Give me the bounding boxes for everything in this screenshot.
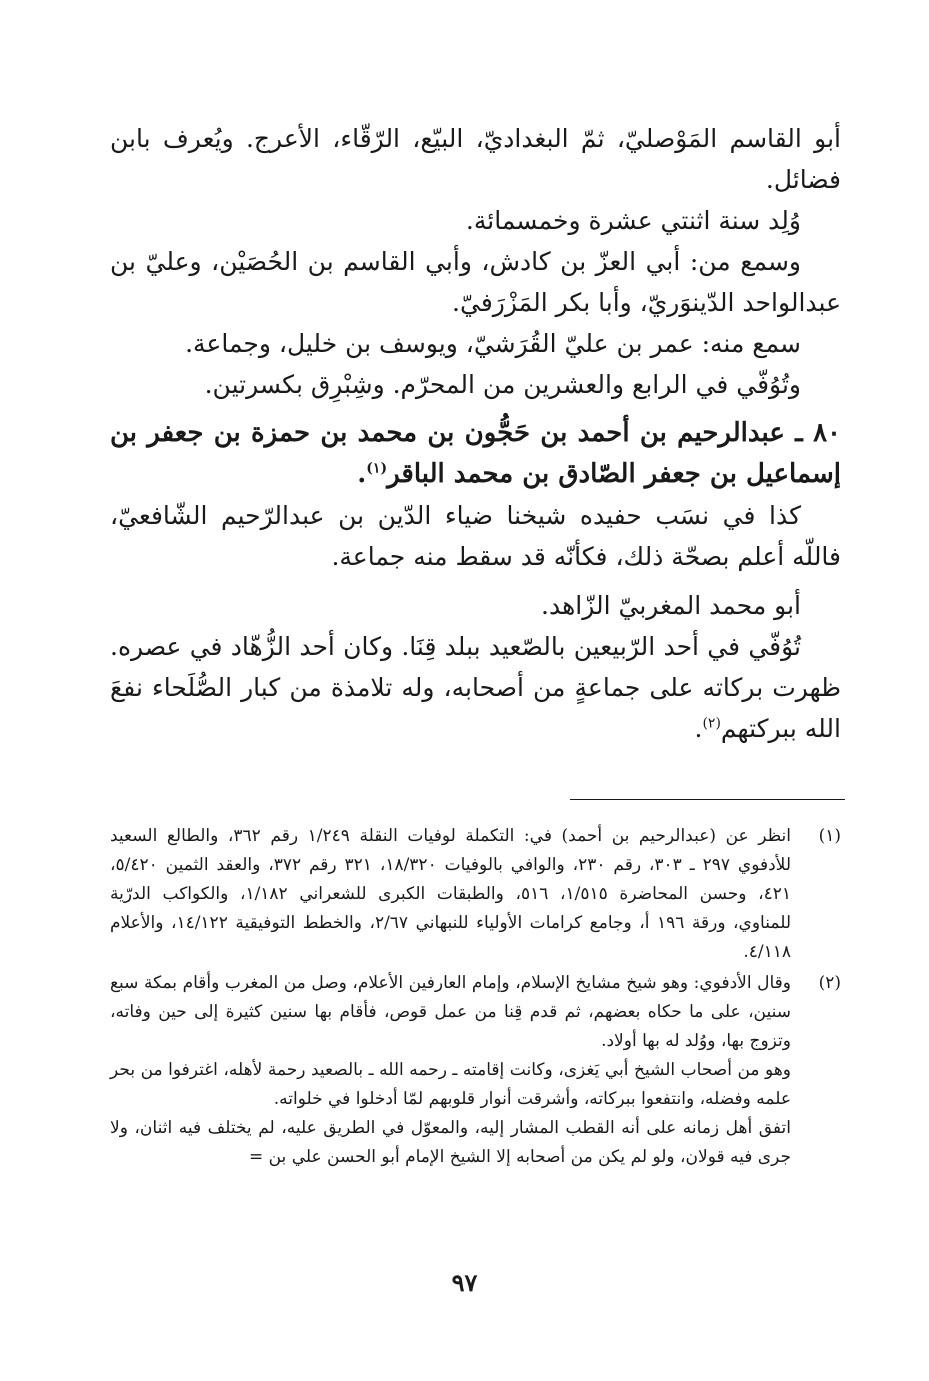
footnote-1 [110,822,841,967]
footnote-2 [110,969,841,1172]
footnote-text: وهو من أصحاب الشيخ أبي يَغزى، وكانت إقامته ـ رحمه الله ـ بالصعيد رحمة لأهله، اغترفوا من بحر علمه وفضله، وانتفعوا ببركاته، وأشرقت أنوار قلوبهم لمّا أدخلوا في خلواته. [110,1060,791,1109]
footnote-number: (١) [818,826,841,846]
entry-heading [110,413,841,495]
footnote-body [110,969,791,1172]
footnote-text: انظر عن (عبدالرحيم بن أحمد) في: التكملة لوفيات النقلة ١/٢٤٩ رقم ٣٦٢، والطالع السعيد للأدفوي ٢٩٧ ـ ٣٠٣، رقم ٢٣٠، والوافي بالوفيات ١٨/٣٢٠، ٣٢١ رقم ٣٧٢، والعقد الثمين ٥/٤٢٠، ٤٢١، وحسن المحاضرة ١/٥١٥، ٥١٦، والطبقات الكبرى للشعراني ١/١٨٢، والكواكب الدرّية للمناوي، ورقة ١٩٦ أ، وجامع كرامات الأولياء للنبهاني ٢/٦٧، والخطط التوفيقية ١٤/١٢٢، والأعلام ٤/١١٨. [110,826,792,962]
paragraph-2: وُلِد سنة اثنتي عشرة وخمسمائة. [465,206,801,235]
footnote-body [110,822,791,967]
main-text [110,118,841,749]
paragraph-8-text: تُوُفّي في أحد الرّبيعين بالصّعيد ببلد قِنَا. وكان أحد الزُّهّاد في عصره. ظهرت بركاته على جماعةٍ من أصحابه، وله تلامذة من كبار الصُّلَحاء نفعَ الله ببركتهم [110,632,841,743]
footnote-separator [570,799,845,800]
footnote-ref-1[interactable]: (١) [366,460,388,477]
paragraph-1: أبو القاسم المَوْصليّ، ثمّ البغداديّ، البيّع، الرّقّاء، الأعرج. ويُعرف بابن فضائل. [110,124,841,194]
paragraph-6: كذا في نسَب حفيده شيخنا ضياء الدّين بن عبدالرّحيم الشّافعيّ، فاللّه أعلم بصحّة ذلك، فكأنّه قد سقط منه جماعة. [110,501,841,571]
paragraph-4: سمع منه: عمر بن عليّ القُرَشيّ، ويوسف بن خليل، وجماعة. [185,329,801,358]
paragraph-8-end: . [694,714,703,743]
page-number: ٩٧ [451,1268,478,1297]
entry-end: . [357,459,367,489]
paragraph-3: وسمع من: أبي العزّ بن كادش، وأبي القاسم بن الحُصَيْن، وعليّ بن عبدالواحد الدّينوَريّ، وأبا بكر المَزْرَفيّ. [110,247,841,317]
footnote-number: (٢) [818,973,841,993]
entry-title: ٨٠ ـ عبدالرحيم بن أحمد بن حَجُّون بن محمد بن حمزة بن جعفر بن إسماعيل بن جعفر الصّادق بن محمد الباقر [110,418,841,489]
paragraph-7: أبو محمد المغربيّ الزّاهد. [541,591,801,620]
paragraph-5: وتُوُفّي في الرابع والعشرين من المحرّم. وشِبْرِق بكسرتين. [204,370,801,399]
footnote-ref-2[interactable]: (٢) [702,715,721,732]
footnote-text: اتفق أهل زمانه على أنه القطب المشار إليه، والمعوّل في الطريق عليه، لم يختلف فيه اثنان، ولا جرى فيه قولان، ولو لم يكن من أصحابه إلا الشيخ الإمام أبو الحسن علي بن = [110,1118,791,1167]
footnotes [110,822,841,1174]
footnote-text: وقال الأدفوي: وهو شيخ مشايخ الإسلام، وإمام العارفين الأعلام، وصل من المغرب وأقام بمكة سبع سنين، على ما حكاه بعضهم، ثم قدم قِنا من عمل قوص، فأقام بها سنين كثيرة إلى حين وفاته، وتزوج بها، ووُلد له بها أولاد. [110,973,791,1051]
paragraph-8 [110,626,841,749]
